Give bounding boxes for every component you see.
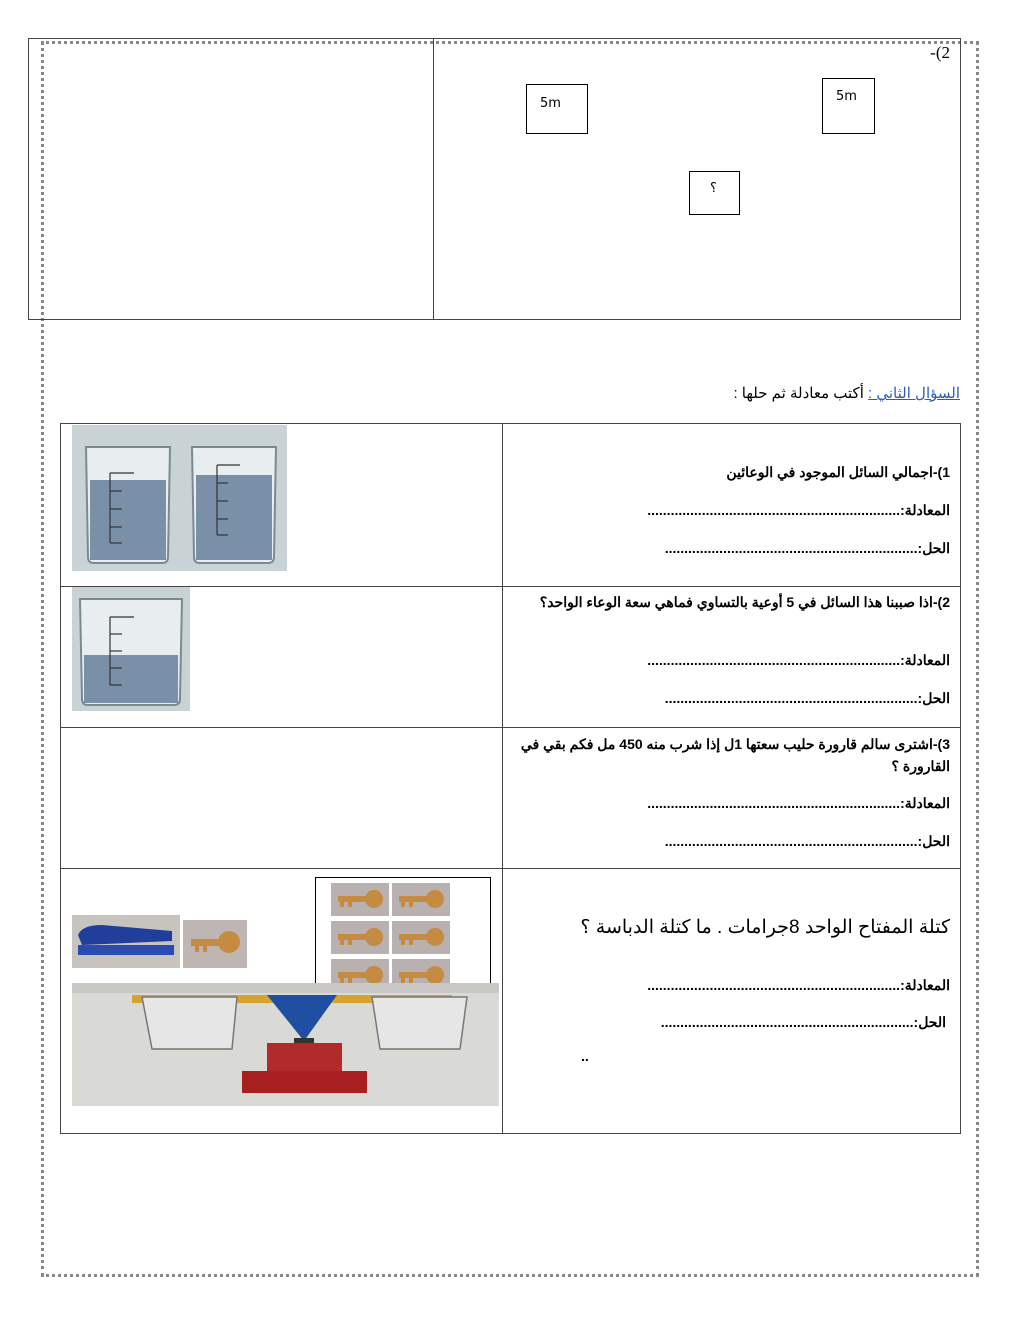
question-2-text: 2)-اذا صببنا هذا السائل في 5 أوعية بالتساوي فماهي سعة الوعاء الواحد؟	[539, 594, 950, 610]
keys-group-box	[315, 877, 491, 996]
question-3-equation	[647, 795, 950, 812]
top-table	[28, 38, 961, 320]
question-2-solution	[665, 690, 950, 707]
question-number: -(2	[930, 43, 950, 62]
answer-line[interactable]: .................................................................	[647, 652, 901, 668]
question-1-text: 1)-اجمالي السائل الموجود في الوعائين	[726, 464, 950, 480]
answer-line[interactable]: .................................................................	[647, 977, 901, 993]
question-1-solution	[665, 540, 950, 557]
question-4-equation	[647, 977, 950, 994]
two-beakers-image	[72, 425, 287, 571]
equation-label: المعادلة:	[900, 652, 950, 668]
table-row	[61, 868, 960, 1133]
mass-box-left	[526, 84, 588, 134]
questions-table	[60, 423, 961, 1134]
equation-label: المعادلة:	[900, 795, 950, 811]
solution-label: الحل:	[917, 540, 950, 556]
question-1-equation	[647, 502, 950, 519]
answer-line[interactable]: .................................................................	[664, 540, 918, 556]
balance-scale-image	[72, 983, 499, 1106]
equation-label: المعادلة:	[900, 502, 950, 518]
question-2-equation	[647, 652, 950, 669]
solution-label: الحل:	[913, 1014, 946, 1030]
section-title-link[interactable]: السؤال الثاني :	[868, 385, 960, 402]
beaker-image	[72, 587, 190, 711]
section-title-text: أكتب معادلة ثم حلها :	[733, 385, 869, 402]
answer-line[interactable]: .................................................................	[660, 1014, 914, 1030]
question-3-solution	[665, 833, 950, 850]
unknown-box-label: ؟	[710, 181, 717, 196]
answer-line[interactable]: .................................................................	[664, 690, 918, 706]
table-row	[61, 586, 960, 728]
key-icons-grid	[316, 878, 490, 995]
question-3-text: 3)-اشترى سالم قارورة حليب سعتها 1ل إذا شرب منه 450 مل فكم بقي في القارورة ؟	[520, 736, 950, 774]
equation-label: المعادلة:	[900, 977, 950, 993]
table-row	[61, 424, 960, 587]
answer-line[interactable]: .................................................................	[647, 795, 901, 811]
table-divider	[433, 39, 434, 319]
solution-label: الحل:	[917, 690, 950, 706]
section-title	[733, 384, 960, 402]
question-4-text: كتلة المفتاح الواحد 8جرامات . ما كتلة الدباسة ؟	[580, 917, 950, 938]
key-image	[183, 920, 247, 968]
mass-box-label: 5m	[540, 96, 561, 111]
answer-line[interactable]: .................................................................	[664, 833, 918, 849]
mass-box-right	[822, 78, 875, 134]
question-4-extra-dots: ..	[581, 1048, 589, 1064]
mass-box-label: 5m	[836, 89, 857, 104]
answer-line[interactable]: .................................................................	[647, 502, 901, 518]
question-4-solution	[661, 1014, 946, 1031]
solution-label: الحل:	[917, 833, 950, 849]
unknown-box	[689, 171, 740, 215]
stapler-image	[72, 915, 180, 968]
table-row	[61, 727, 960, 869]
